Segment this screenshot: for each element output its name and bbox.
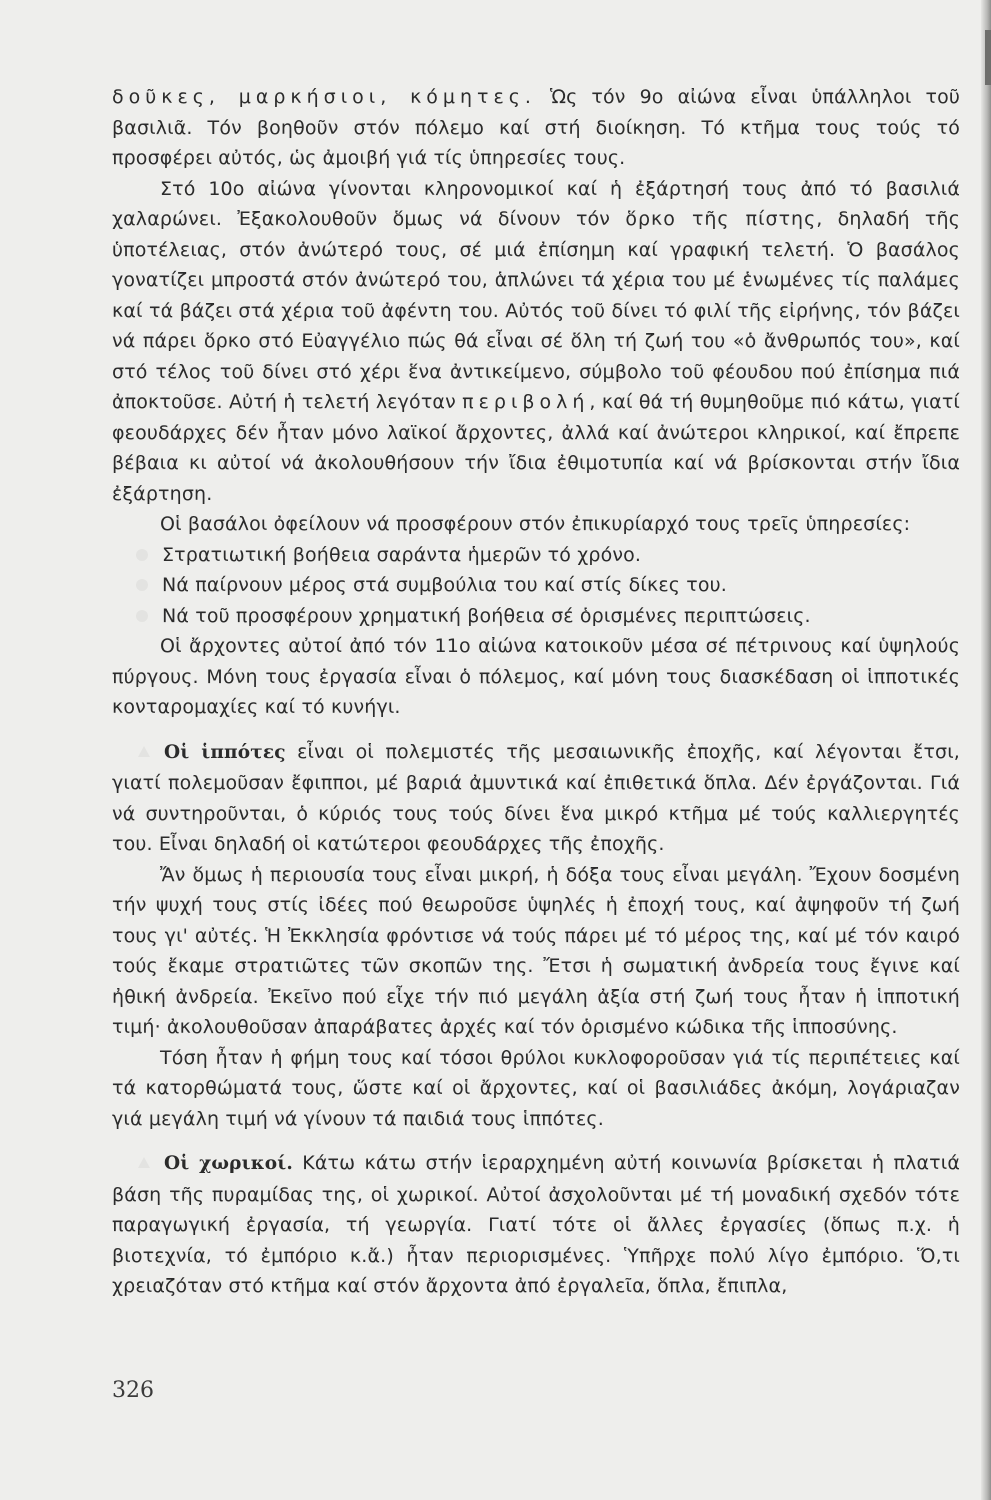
paragraph-peasants-text: Κάτω κάτω στήν ἱεραρχημένη αὐτή κοινωνία βρίσκεται ἡ πλατιά βάση τῆς πυραμίδας της, οἱ χωρικοί. Αὐτοί ἀσχολοῦνται μέ τή μοναδική σχεδόν τότε παραγωγική ἐργασία, τή γεωργία. Γιατί τότε οἱ ἄλλες ἐργασίες (ὅπως π.χ. ἡ βιοτεχνία, τό ἐμπόριο κ.ἄ.) ἦταν περιορισμένες. Ὑπῆρχε πολύ λίγο ἐμπόριο. Ὅ,τι χρειαζόταν στό κτῆμα καί στόν ἄρχοντα ἀπό ἐργαλεῖα, ὅπλα, ἔπιπλα, bbox=[112, 1152, 960, 1297]
bullet-dot-icon bbox=[136, 610, 148, 622]
spaced-term-titles: δοῦκες, μαρκήσιοι, κόμητες. bbox=[112, 86, 536, 108]
paragraph-towers: Οἱ ἄρχοντες αὐτοί ἀπό τόν 11ο αἰώνα κατοικοῦν μέσα σέ πέτρινους καί ὑψηλούς πύργους. Μόνη τους ἐργασία εἶναι ὁ πόλεμος, καί μόνη τους διασκέδαση οἱ ἱπποτικές κονταρομαχίες καί τό κυνήγι. bbox=[112, 635, 960, 718]
paragraph-oath-intro: Στό 10ο αἰώνα γίνονται κληρονομικοί καί ἡ ἐξάρτησή τους ἀπό τό βασιλιά χαλαρώνει. Ἐξακολουθοῦν ὅμως νά δίνουν τόν bbox=[112, 177, 960, 230]
list-item: Στρατιωτική βοήθεια σαράντα ἡμερῶν τό χρόνο. bbox=[112, 540, 960, 571]
paragraph-peasants bbox=[112, 1148, 960, 1302]
bullet-dot-icon bbox=[136, 549, 148, 561]
spaced-term-oath: ὅρκο τῆς πίστης bbox=[625, 208, 817, 230]
paragraph-fame: Τόση ἦταν ἡ φήμη τους καί τόσοι θρύλοι κυκλοφοροῦσαν γιά τίς περιπέτειες καί τά κατορθώματά τους, ὥστε καί οἱ ἄρχοντες, καί οἱ βασιλιάδες ἀκόμη, λογάριαζαν γιά μεγάλη τιμή νά γίνουν τά παιδιά τους ἱππότες. bbox=[112, 1046, 960, 1130]
page-number: 326 bbox=[112, 1378, 154, 1403]
list-item: Νά τοῦ προσφέρουν χρηματική βοήθεια σέ ὁρισμένες περιπτώσεις. bbox=[112, 601, 960, 632]
paragraph-services-intro: Οἱ βασάλοι ὀφείλουν νά προσφέρουν στόν ἐπικυρίαρχό τους τρεῖς ὑπηρεσίες: bbox=[160, 513, 911, 535]
paragraph-oath bbox=[112, 174, 960, 510]
subheading-peasants: Οἱ χωρικοί. bbox=[164, 1153, 293, 1174]
paragraph-oath-end: , καί θά τή θυμηθοῦμε πιό κάτω, γιατί φεουδάρχες δέν ἦταν μόνο λαϊκοί ἄρχοντες, ἀλλά καί ἀνώτεροι κληρικοί, καί ἔπρεπε βέβαια κι αὐτοί νά ἀκολουθήσουν τήν ἴδια ἐθιμοτυπία καί νά βρίσκονται στήν ἴδια ἐξάρτηση. bbox=[112, 391, 960, 505]
page-edge-shadow bbox=[985, 30, 991, 85]
paragraph-titles-text: Ὡς τόν 9ο αἰώνα εἶναι ὑπάλληλοι τοῦ βασιλιᾶ. Τόν βοηθοῦν στόν πόλεμο καί στή διοίκηση. Τό κτῆμα τους τούς τό προσφέρει αὐτός, ὡς ἀμοιβή γιά τίς ὑπηρεσίες τους. bbox=[112, 86, 961, 169]
services-list bbox=[112, 540, 960, 632]
triangle-marker-icon bbox=[138, 1157, 150, 1168]
paragraph-knights-text: εἶναι οἱ πολεμιστές τῆς μεσαιωνικῆς ἐποχῆς, καί λέγονται ἔτσι, γιατί πολεμοῦσαν ἔφιπποι, μέ βαριά ἀμυντικά καί ἐπιθετικά ὅπλα. Δέν ἐργάζονται. Γιά νά συντηροῦνται, ὁ κύριός τους τούς δίνει ἕνα μικρό κτῆμα μέ τούς καλλιεργητές του. Εἶναι δηλαδή οἱ κατώτεροι φεουδάρχες τῆς ἐποχῆς. bbox=[112, 740, 960, 855]
paragraph-glory: Ἄν ὅμως ἡ περιουσία τους εἶναι μικρή, ἡ δόξα τους εἶναι μεγάλη. Ἔχουν δοσμένη τήν ψυχή τους στίς ἰδέες πού θεωροῦσε ὑψηλές ἡ ἐποχή τους, καί ἀψηφοῦν τή ζωή τους γι' αὐτές. Ἡ Ἐκκλησία φρόντισε νά τούς πάρει μέ τό μέρος της, καί μέ τόν καιρό τούς ἔκαμε στρατιῶτες τῶν σκοπῶν της. Ἔτσι ἡ σωματική ἀνδρεία τους ἔγινε καί ἠθική ἀνδρεία. Ἐκεῖνο πού εἶχε τήν πιό μεγάλη ἀξία στή ζωή τους ἦταν ἡ ἱπποτική τιμή· ἀκολουθοῦσαν ἀπαράβατες ἀρχές καί τόν ὁρισμένο κώδικα τῆς ἱπποσύνης. bbox=[112, 863, 960, 1038]
paragraph-knights bbox=[112, 737, 960, 860]
bullet-dot-icon bbox=[136, 579, 148, 591]
spaced-term-investiture: περιβολή bbox=[462, 391, 590, 413]
triangle-marker-icon bbox=[138, 746, 150, 757]
page-edge bbox=[981, 0, 991, 1500]
book-page-text bbox=[112, 82, 960, 1302]
paragraph-oath-body: , δηλαδή τῆς ὑποτέλειας, στόν ἀνώτερό τους, σέ μιά ἐπίσημη καί γραφική τελετή. Ὁ βασάλος γονατίζει μπροστά στόν ἀνώτερό του, ἁπλώνει τά χέρια του μέ ἑνωμένες τίς παλάμες καί τά βάζει στά χέρια τοῦ ἀφέντη του. Αὐτός τοῦ δίνει τό φιλί τῆς εἰρήνης, τόν βάζει νά πάρει ὅρκο στό Εὐαγγέλιο πώς θά εἶναι σέ ὅλη τή ζωή του «ὁ ἄνθρωπός του», καί στό τέλος τοῦ δίνει στό χέρι ἕνα ἀντικείμενο, σύμβολο τοῦ φέουδου πού ἐπίσημα πιά ἀποκτοῦσε. Αὐτή ἡ τελετή λεγόταν bbox=[112, 208, 960, 413]
paragraph-titles bbox=[112, 82, 960, 174]
list-item: Νά παίρνουν μέρος στά συμβούλια του καί στίς δίκες του. bbox=[112, 570, 960, 601]
subheading-knights: Οἱ ἱππότες bbox=[164, 741, 286, 763]
